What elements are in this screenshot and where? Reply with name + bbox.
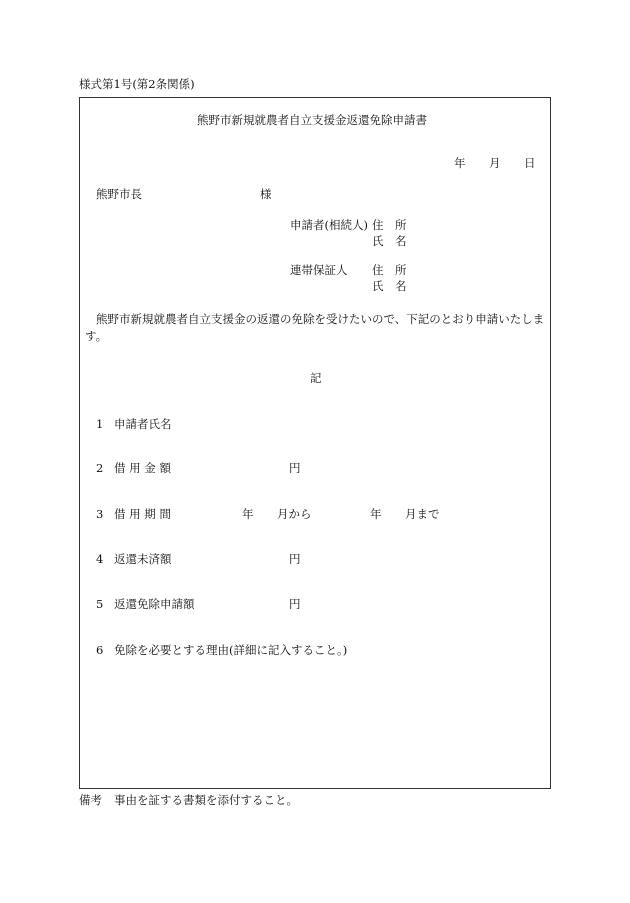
item-3-year-from: 年 bbox=[242, 507, 254, 521]
footer-note-text: 事由を証する書類を添付すること。 bbox=[114, 793, 298, 807]
guarantor-role: 連帯保証人 bbox=[290, 263, 348, 277]
form-number: 様式第1号(第2条関係) bbox=[79, 77, 195, 91]
item-3-label: 借 用 期 間 bbox=[114, 507, 171, 521]
item-3-month-to: 月まで bbox=[405, 507, 440, 521]
form-frame bbox=[79, 97, 551, 789]
item-2-label: 借 用 金 額 bbox=[114, 461, 171, 475]
item-5-label: 返還免除申請額 bbox=[114, 597, 195, 611]
applicant-role: 申請者(相続人) bbox=[290, 218, 368, 232]
applicant-name-label: 氏 名 bbox=[372, 234, 407, 248]
item-6-number: 6 bbox=[96, 643, 104, 657]
item-1-label: 申請者氏名 bbox=[114, 417, 172, 431]
item-5-unit: 円 bbox=[289, 597, 301, 611]
item-2-unit: 円 bbox=[289, 461, 301, 475]
date-year: 年 bbox=[454, 156, 466, 170]
item-6-label: 免除を必要とする理由(詳細に記入すること。) bbox=[114, 643, 348, 657]
guarantor-name-label: 氏 名 bbox=[372, 279, 407, 293]
item-3-year-to: 年 bbox=[370, 507, 382, 521]
applicant-address-label: 住 所 bbox=[372, 218, 407, 232]
item-3-month-from: 月から bbox=[277, 507, 312, 521]
addressee-honorific: 様 bbox=[260, 187, 272, 201]
date-day: 日 bbox=[524, 156, 536, 170]
document-title: 熊野市新規就農者自立支援金返還免除申請書 bbox=[197, 113, 427, 127]
ki-heading: 記 bbox=[310, 371, 322, 385]
body-text: 熊野市新規就農者自立支援金の返還の免除を受けたいので、下記のとおり申請いたします。 bbox=[85, 312, 545, 343]
item-4-number: 4 bbox=[96, 552, 104, 566]
guarantor-address-label: 住 所 bbox=[372, 263, 407, 277]
item-5-number: 5 bbox=[96, 597, 104, 611]
footer-note-label: 備考 bbox=[79, 793, 102, 807]
item-4-unit: 円 bbox=[289, 552, 301, 566]
date-month: 月 bbox=[489, 156, 501, 170]
addressee-name: 熊野市長 bbox=[96, 187, 142, 201]
item-4-label: 返還未済額 bbox=[114, 552, 172, 566]
item-3-number: 3 bbox=[96, 507, 104, 521]
item-1-number: 1 bbox=[96, 417, 104, 431]
item-2-number: 2 bbox=[96, 461, 104, 475]
